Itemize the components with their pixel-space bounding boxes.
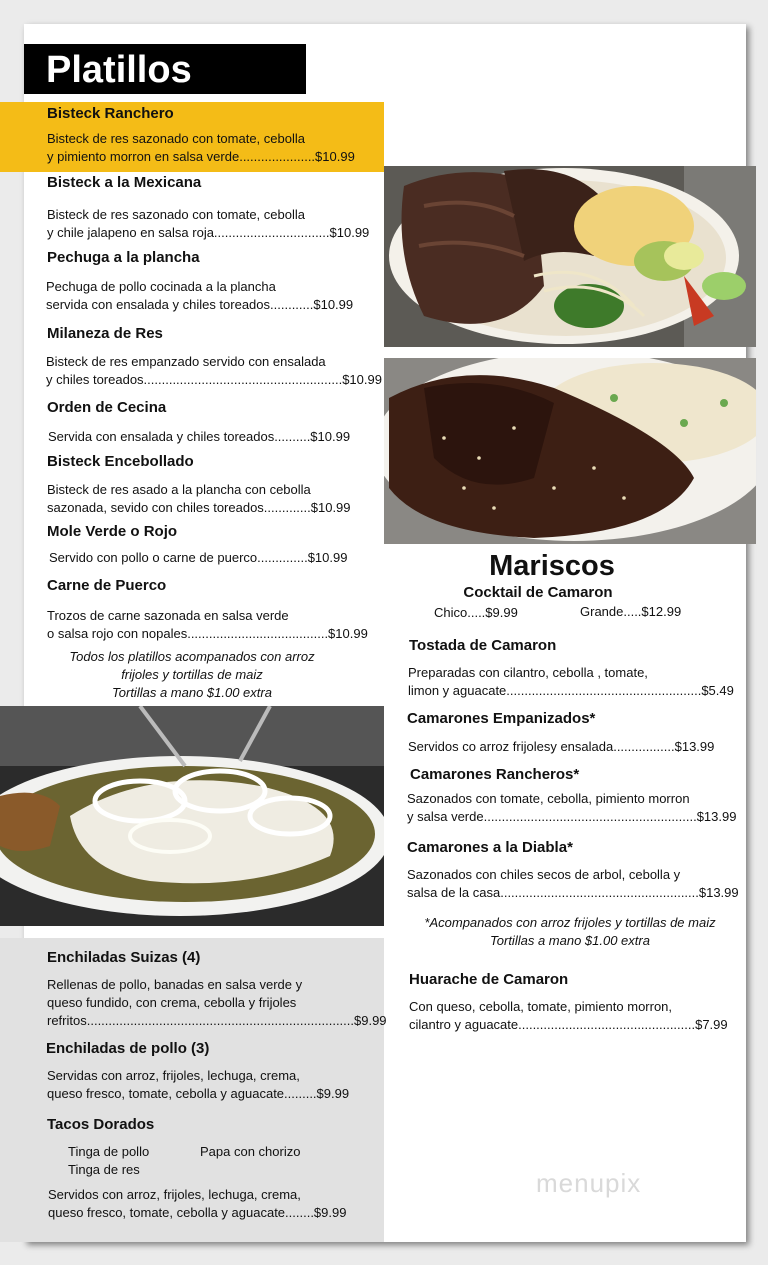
- item-name: Milaneza de Res: [47, 325, 163, 342]
- tacos-option: Tinga de res: [68, 1162, 140, 1177]
- item-desc: y pimiento morron en salsa verde.....................$10.99: [47, 149, 355, 164]
- item-name: Huarache de Camaron: [409, 971, 569, 988]
- item-desc: Rellenas de pollo, banadas en salsa verde y: [47, 977, 303, 992]
- item-desc: Sazonados con chiles secos de arbol, cebolla y: [407, 867, 681, 882]
- cocktail-chico-price: Chico.....$9.99: [434, 605, 518, 620]
- item-desc: queso fresco, tomate, cebolla y aguacate........$9.99: [48, 1205, 347, 1220]
- item-desc: Bisteck de res empanzado servido con ensalada: [46, 354, 326, 369]
- item-desc: Servida con ensalada y chiles toreados..........$10.99: [48, 429, 351, 444]
- platillos-note: Tortillas a mano $1.00 extra: [112, 685, 272, 700]
- item-desc: queso fundido, con crema, cebolla y frijoles: [47, 995, 297, 1010]
- item-desc: Servido con pollo o carne de puerco..............$10.99: [49, 550, 348, 565]
- item-desc: Preparadas con cilantro, cebolla , tomate,: [408, 665, 648, 680]
- item-desc: Con queso, cebolla, tomate, pimiento morron,: [409, 999, 673, 1014]
- item-desc: Trozos de carne sazonada en salsa verde: [47, 608, 289, 623]
- item-desc: refritos..........................................................................$9.99: [47, 1013, 387, 1028]
- item-name: Bisteck Ranchero: [47, 105, 174, 122]
- item-name: Orden de Cecina: [47, 399, 167, 416]
- item-name: Camarones Empanizados*: [407, 710, 596, 727]
- item-desc: sazonada, sevido con chiles toreados.............$10.99: [47, 500, 351, 515]
- watermark-logo: menupix: [536, 1168, 642, 1198]
- platillos-note: Todos los platillos acompanados con arroz: [69, 649, 315, 664]
- mariscos-title: Mariscos: [489, 550, 615, 582]
- tacos-option: Tinga de pollo: [68, 1144, 150, 1159]
- item-desc: Pechuga de pollo cocinada a la plancha: [46, 279, 276, 294]
- item-name: Enchiladas Suizas (4): [47, 949, 201, 966]
- item-name: Tacos Dorados: [47, 1116, 155, 1133]
- item-name: Camarones Rancheros*: [410, 766, 580, 783]
- platillos-note: frijoles y tortillas de maiz: [121, 667, 263, 682]
- mariscos-note: *Acompanados con arroz frijoles y tortillas de maiz: [424, 915, 716, 930]
- item-desc: o salsa rojo con nopales.......................................$10.99: [47, 626, 368, 641]
- item-desc: cilantro y aguacate.................................................$7.99: [409, 1017, 728, 1032]
- item-name: Tostada de Camaron: [409, 637, 557, 654]
- tacos-option: Papa con chorizo: [200, 1144, 301, 1159]
- item-desc: Sazonados con tomate, cebolla, pimiento morron: [407, 791, 690, 806]
- item-desc: y salsa verde...........................................................$13.99: [407, 809, 737, 824]
- item-desc: servida con ensalada y chiles toreados............$10.99: [46, 297, 354, 312]
- item-name: Bisteck a la Mexicana: [47, 174, 202, 191]
- item-name: Enchiladas de pollo (3): [46, 1040, 210, 1057]
- item-desc: limon y aguacate......................................................$5.49: [408, 683, 734, 698]
- item-desc: y chile jalapeno en salsa roja................................$10.99: [47, 225, 370, 240]
- platillos-title-bar: [24, 44, 306, 94]
- platillos-title: Platillos: [46, 49, 192, 91]
- item-name: Camarones a la Diabla*: [407, 839, 573, 856]
- item-desc: y chiles toreados.......................................................$10.99: [46, 372, 382, 387]
- item-desc: Servidos con arroz, frijoles, lechuga, crema,: [48, 1187, 301, 1202]
- item-name: Pechuga a la plancha: [47, 249, 200, 266]
- mariscos-note: Tortillas a mano $1.00 extra: [490, 933, 650, 948]
- item-name: Mole Verde o Rojo: [47, 523, 178, 540]
- enchiladas-photo: [0, 706, 384, 926]
- item-desc: Bisteck de res sazonado con tomate, cebolla: [47, 207, 305, 222]
- item-desc: Bisteck de res asado a la plancha con cebolla: [47, 482, 311, 497]
- cocktail-grande-price: Grande.....$12.99: [580, 604, 682, 619]
- item-name: Carne de Puerco: [47, 577, 167, 594]
- item-desc: queso fresco, tomate, cebolla y aguacate.........$9.99: [47, 1086, 350, 1101]
- item-name: Cocktail de Camaron: [463, 584, 613, 601]
- item-desc: salsa de la casa.......................................................$13.99: [407, 885, 739, 900]
- item-desc: Servidos co arroz frijolesy ensalada.................$13.99: [408, 739, 715, 754]
- item-desc: Bisteck de res sazonado con tomate, cebolla: [47, 131, 305, 146]
- mole-photo: [384, 358, 756, 544]
- item-name: Bisteck Encebollado: [47, 453, 194, 470]
- steak-photo: [384, 166, 756, 347]
- item-desc: Servidas con arroz, frijoles, lechuga, crema,: [47, 1068, 300, 1083]
